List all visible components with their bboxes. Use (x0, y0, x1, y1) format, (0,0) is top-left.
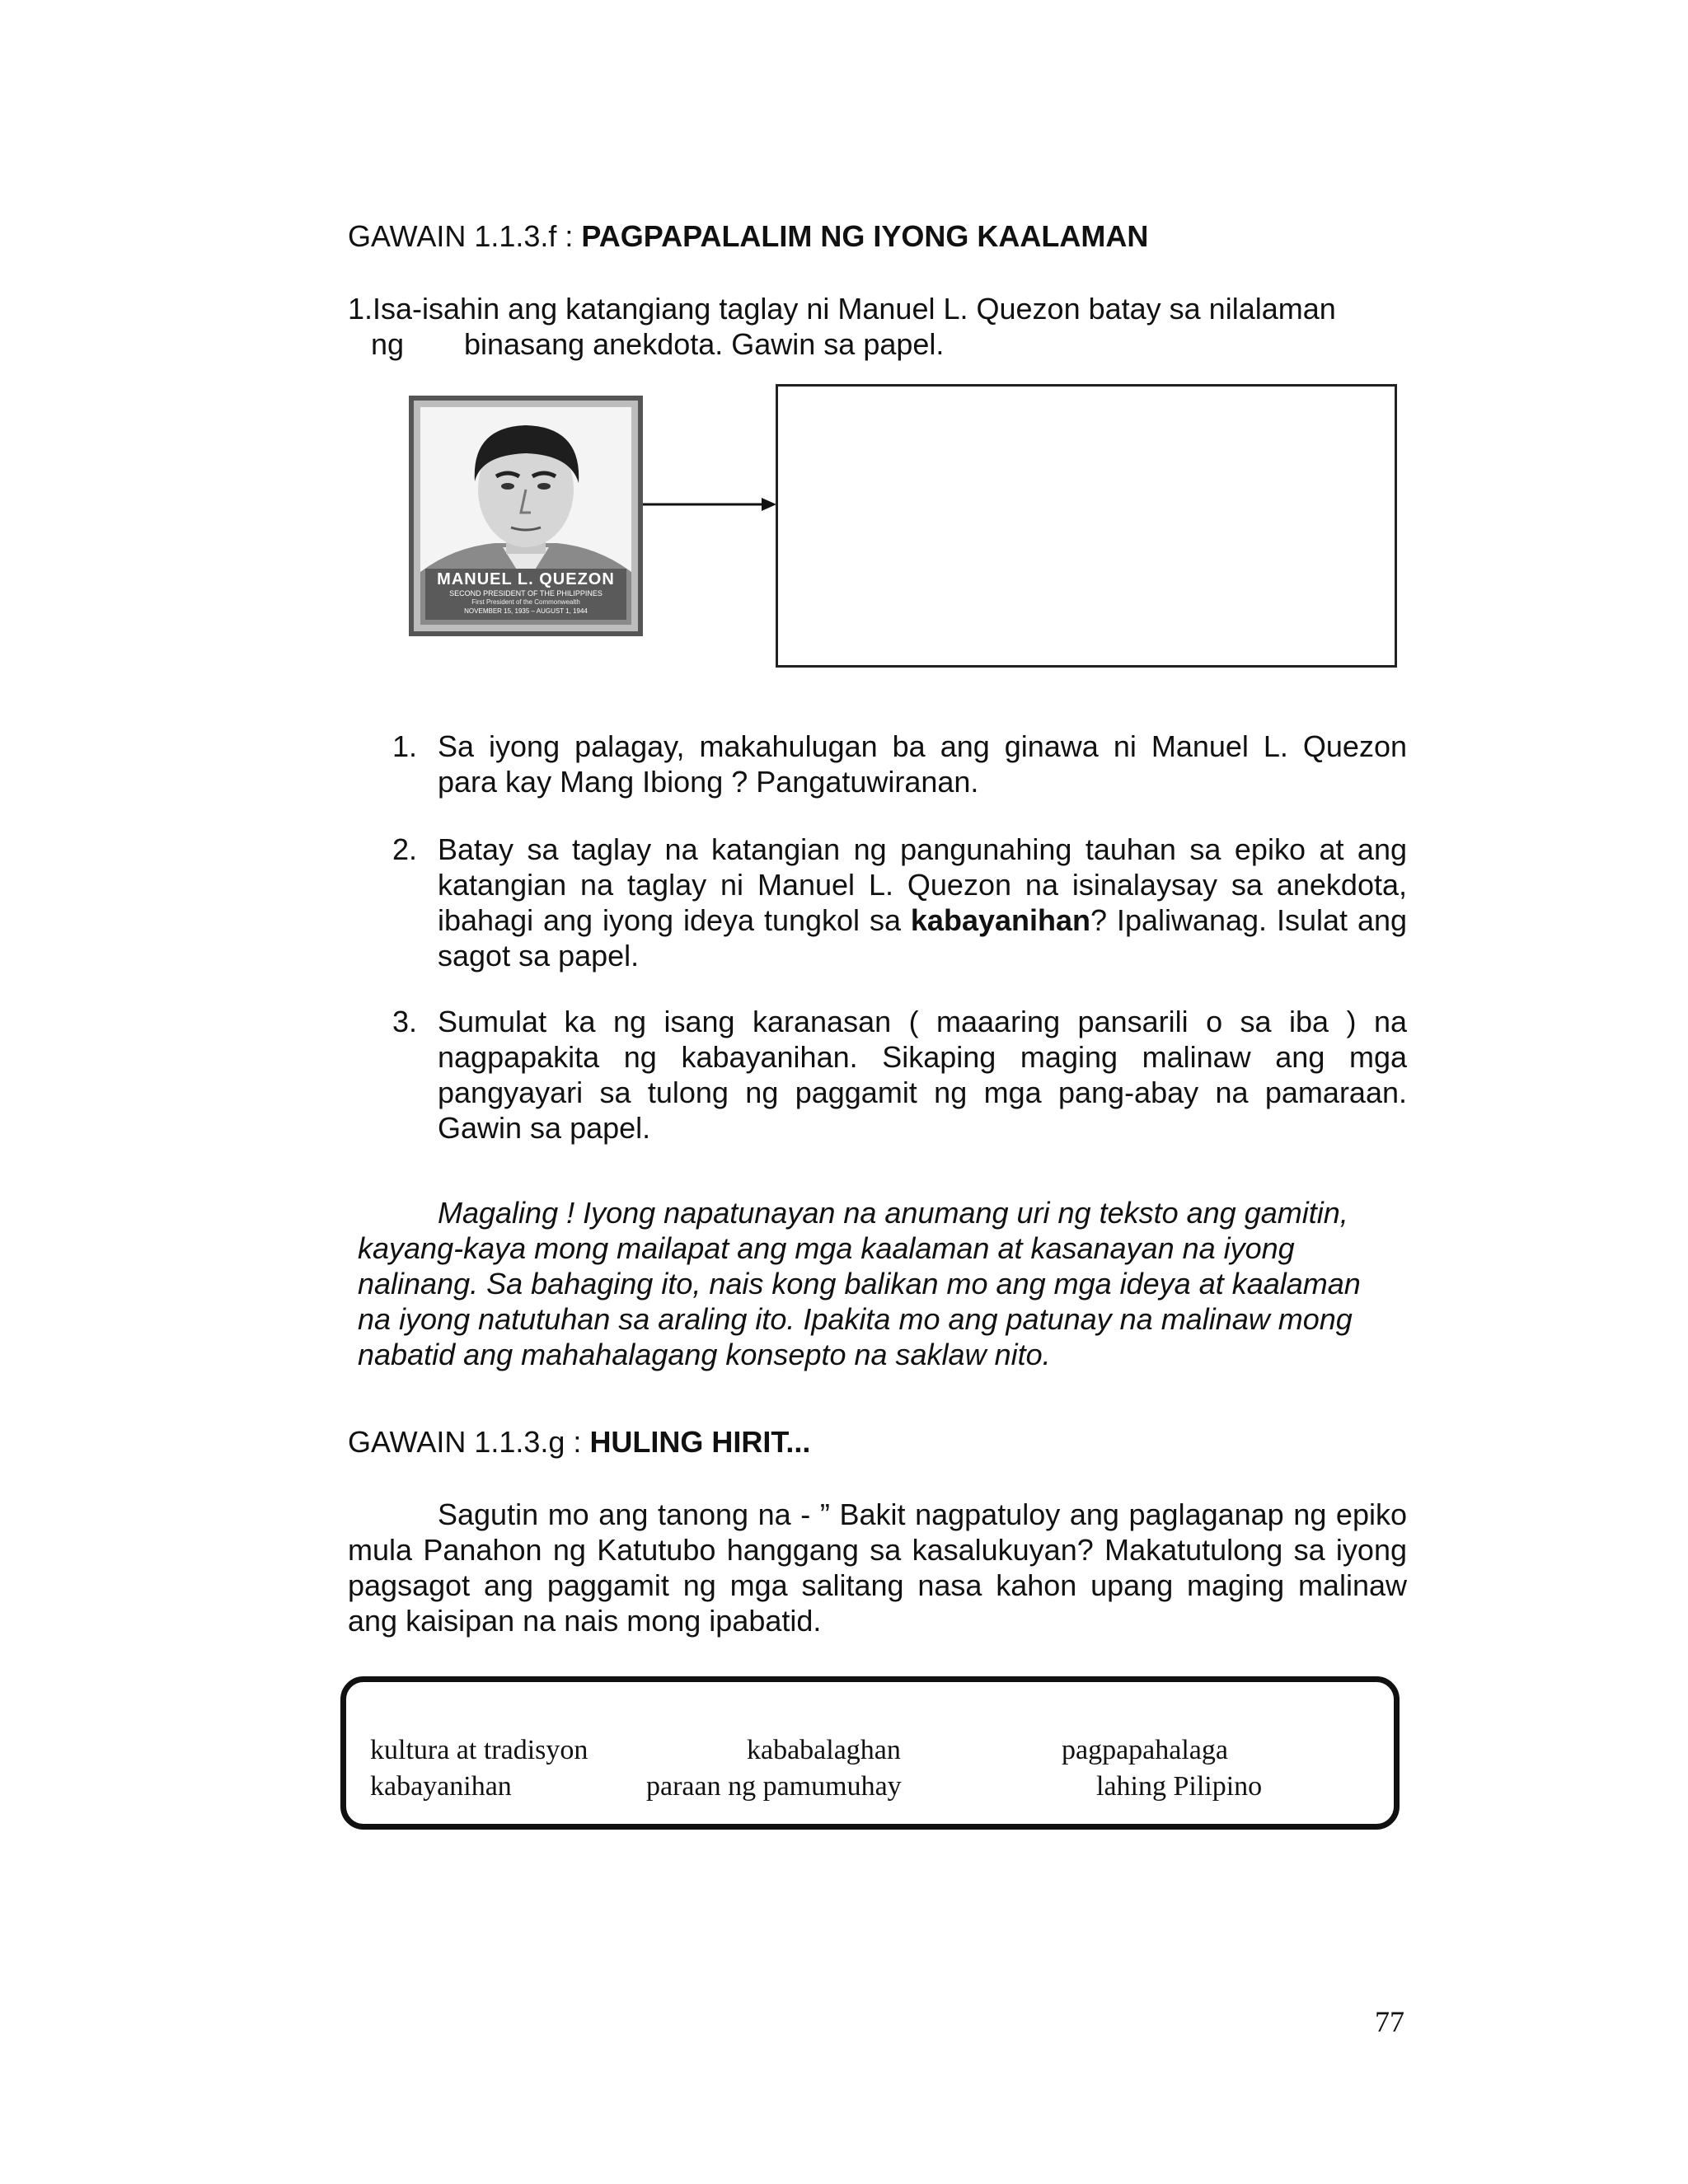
encouragement-line2: kayang-kaya mong mailapat ang mga kaalaman at kasanayan na iyong (358, 1231, 1295, 1265)
encouragement-line5: nabatid ang mahahalagang konsepto na saklaw nito. (358, 1338, 1051, 1371)
word-box-item: kultura at tradisyon (370, 1735, 588, 1765)
activity-g-heading (348, 1424, 810, 1460)
word-box-item: lahing Pilipino (1096, 1771, 1263, 1802)
word-box-item: paraan ng pamumuhay (646, 1771, 902, 1802)
question-2-text-after: ? Ipaliwanag. Isulat ang sagot sa papel. (438, 903, 1408, 972)
activity-f-heading (348, 218, 1148, 255)
activity-g-prefix: GAWAIN 1.1.3.g : (348, 1425, 590, 1459)
arrow-right-icon (643, 494, 778, 514)
answer-box[interactable] (776, 384, 1397, 668)
portrait-dates: NOVEMBER 15, 1935 – AUGUST 1, 1944 (464, 607, 588, 615)
question-2-text-before: Batay sa taglay na katangian ng pangunahing tauhan sa epiko at ang katangian na taglay ni Manuel L. Quezon na isinalaysay sa anekdota, ibahagi ang iyong ideya tungkol sa (438, 832, 1407, 937)
encouragement-line4: na iyong natutuhan sa araling ito. Ipakita mo ang patunay na malinaw mong (358, 1302, 1353, 1336)
word-box-item: kabayanihan (370, 1771, 512, 1802)
portrait-subtitle: SECOND PRESIDENT OF THE PHILIPPINES (449, 589, 603, 598)
activity-g-paragraph: Sagutin mo ang tanong na - ” Bakit nagpatuloy ang paglaganap ng epiko mula Panahon ng Katutubo hanggang sa kasalukuyan? Makatutulong sa iyong pagsagot ang paggamit ng mga salitang nasa kahon upang maging malinaw ang kaisipan na nais mong ipabatid. (348, 1497, 1407, 1638)
question-1-number: 1. (392, 729, 418, 763)
page-number: 77 (1375, 2005, 1404, 2038)
activity-f-instruction-line1: 1.Isa-isahin ang katangiang taglay ni Manuel L. Quezon batay sa nilalaman (348, 292, 1336, 326)
word-box-item: pagpapahalaga (1062, 1735, 1228, 1765)
portrait-name: MANUEL L. QUEZON (437, 570, 615, 588)
activity-f-prefix: GAWAIN 1.1.3.f : (348, 219, 582, 253)
activity-g-title: HULING HIRIT... (589, 1425, 811, 1459)
portrait-subtitle2: First President of the Commonwealth (471, 598, 580, 606)
question-2-text (438, 832, 1407, 973)
question-1-text: Sa iyong palagay, makahulugan ba ang ginawa ni Manuel L. Quezon para kay Mang Ibiong ? Pangatuwiranan. (438, 729, 1407, 799)
activity-f-instruction-line2b: binasang anekdota. Gawin sa papel. (464, 327, 945, 361)
activity-f-instruction-line2a: ng (371, 327, 405, 361)
question-2-text-bold: kabayanihan (910, 903, 1090, 937)
question-3-number: 3. (392, 1005, 418, 1038)
encouragement-line1: Magaling ! Iyong napatunayan na anumang uri ng teksto ang gamitin, (438, 1196, 1348, 1230)
word-box-item: kababalaghan (747, 1735, 901, 1765)
activity-f-title: PAGPAPALALIM NG IYONG KAALAMAN (581, 219, 1149, 253)
encouragement-line3: nalinang. Sa bahaging ito, nais kong balikan mo ang mga ideya at kaalaman (358, 1267, 1361, 1301)
question-3-text: Sumulat ka ng isang karanasan ( maaaring pansarili o sa iba ) na nagpapakita ng kabayanihan. Sikaping maging malinaw ang mga pangyayari sa tulong ng paggamit ng mga pang-abay na pamaraan. Gawin sa papel. (438, 1005, 1407, 1145)
question-2-number: 2. (392, 832, 418, 866)
quezon-portrait (409, 396, 643, 636)
